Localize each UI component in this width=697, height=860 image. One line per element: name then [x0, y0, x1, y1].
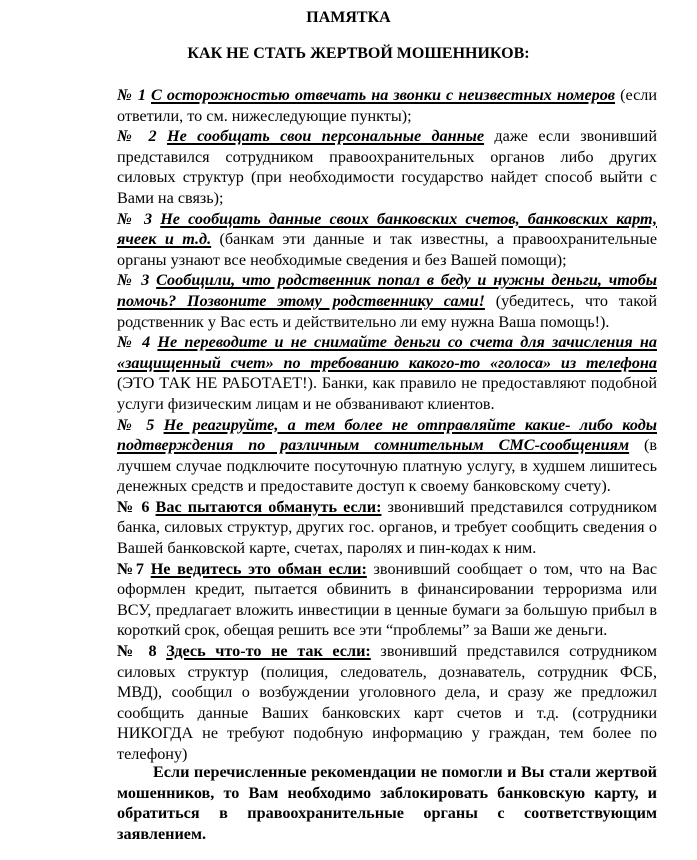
tip-number: № 3 [117, 271, 150, 290]
document-subtitle: КАК НЕ СТАТЬ ЖЕРТВОЙ МОШЕННИКОВ: [187, 45, 530, 62]
tip-item [117, 332, 657, 414]
tip-number: № 3 [117, 209, 153, 228]
tip-text: (если ответили, то см. нижеследующие пункты); [117, 86, 657, 125]
tip-item [117, 415, 657, 497]
tip-heading: Вас пытаются обмануть если: [155, 497, 382, 516]
tips-list [117, 85, 657, 765]
tip-item [117, 126, 657, 208]
document-title: ПАМЯТКА [306, 9, 391, 26]
tip-item [117, 497, 657, 559]
tip-number: № 8 [117, 642, 157, 661]
tip-text: звонивший представился сотрудником банка, силовых структур, других гос. органов, и требует сообщить сведения о Вашей банковской карте, счетах, паролях и пин-кодах к ним. [117, 497, 658, 558]
tip-text: (в лучшем случае подключите посуточную платную услугу, в худшем лишитесь денежных средств и предоставите доступ к своему банковскому счету). [117, 436, 657, 496]
tip-number: № 1 [117, 86, 146, 104]
tip-number: № 5 [117, 415, 155, 434]
tip-text: звонивший представился сотрудником силовых структур (полиция, следователь, дознаватель, сотрудник ФСБ, МВД), сообщил о возбуждении уголовного дела, и сразу же предложил сообщить данные Ваших банковских карт счетов и т.д. (сотрудники НИКОГДА не требуют подобную информацию у граждан, тем более по телефону) [117, 642, 657, 763]
tip-text: (банкам эти данные и так известны, а правоохранительные органы узнают все необходимые сведения и без Вашей помощи); [117, 230, 657, 269]
tip-text: (ЭТО ТАК НЕ РАБОТАЕТ!). Банки, как правило не предоставляют подобной услуги физическим лицам и не обзванивают клиентов. [117, 374, 657, 413]
tip-item [117, 209, 657, 271]
tip-heading: Не ведитесь это обман если: [150, 559, 367, 578]
tip-heading: Здесь что-то не так если: [166, 642, 371, 661]
tip-number: №7 [117, 559, 144, 578]
tip-heading: Сообщили, что родственник попал в беду и нужны деньги, чтобы помочь? Позвоните этому родственнику сами! [117, 271, 658, 310]
tip-item [117, 85, 657, 126]
tip-heading: С осторожностью отвечать на звонки с неизвестных номеров [151, 86, 616, 104]
tip-item [117, 641, 657, 765]
tip-text: даже если звонивший представился сотрудником правоохранительных органов либо других силовых структур (при необходимости государство найдет способ выйти с Вами на связь); [117, 127, 658, 207]
tip-heading: Не сообщать свои персональные данные [166, 127, 485, 146]
tip-text: звонивший сообщает о том, что на Вас оформлен кредит, пытается обвинить в финансировании терроризма или ВСУ, предлагает вложить инвестиции в ценные бумаги за большую прибыл в короткий срок, обещая решить все эти “проблемы” за Ваши же деньги. [117, 559, 658, 640]
tip-number: № 4 [117, 333, 151, 352]
tip-item [117, 559, 657, 641]
conclusion-paragraph: Если перечисленные рекомендации не помогли и Вы стали жертвой мошенников, то Вам необходимо заблокировать банковскую карту, и обратиться в правоохранительные органы с соответствующим заявлением. [117, 763, 657, 843]
tip-item [117, 270, 657, 332]
tip-number: № 2 [117, 127, 157, 146]
tip-heading: Не переводите и не снимайте деньги со счета для зачисления на «защищенный счет» по требованию какого-то «голоса» из телефона [117, 333, 658, 372]
tip-heading: Не сообщать данные своих банковских счетов, банковских карт, ячеек и т.д. [117, 209, 658, 249]
tip-number: № 6 [117, 497, 150, 516]
tip-text: (убедитесь, что такой родственник у Вас есть и действительно ли ему нужна Ваша помощь!). [117, 291, 658, 331]
tip-heading: Не реагируйте, а тем более не отправляйте какие- либо коды подтверждения по различным сомнительным СМС-сообщениям [117, 415, 657, 455]
